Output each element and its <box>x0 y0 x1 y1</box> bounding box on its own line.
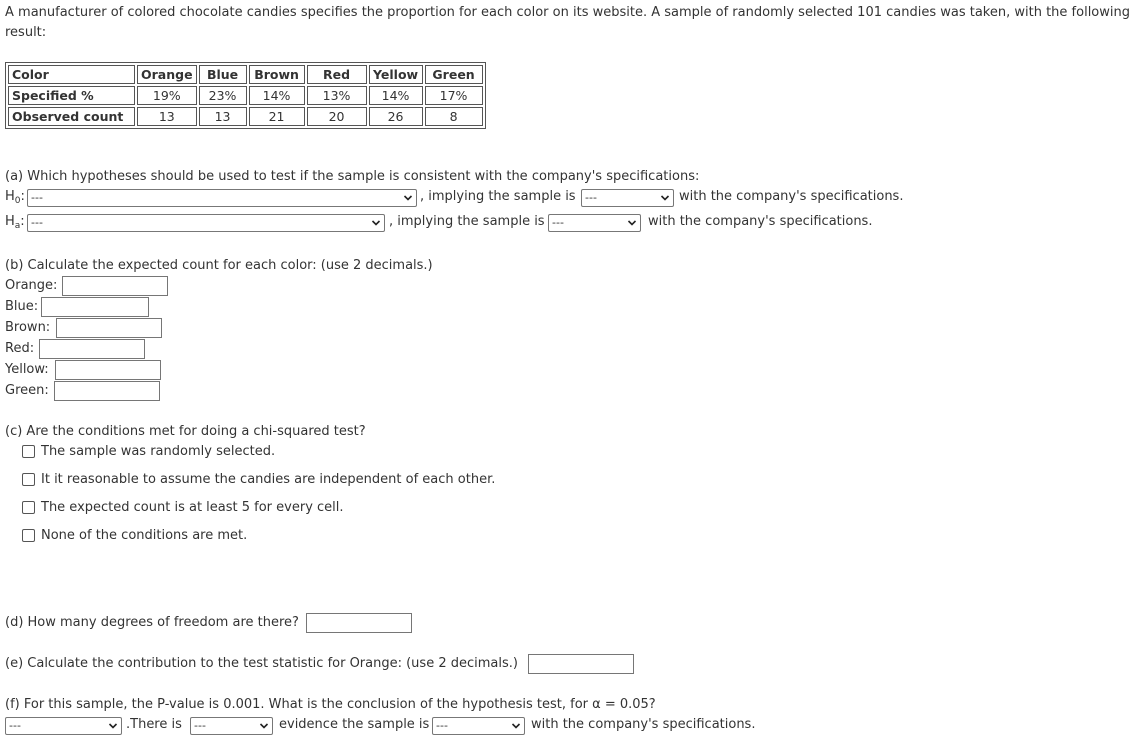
table-header-cell: Red <box>307 65 367 84</box>
table-cell: 13 <box>199 107 247 126</box>
part-c-question: (c) Are the conditions met for doing a chi-squared test? <box>5 424 366 439</box>
ha-with-company-text: with the company's specifications. <box>648 214 873 229</box>
ha-select[interactable]: --- <box>27 214 385 232</box>
expected-yellow-input[interactable] <box>55 360 161 380</box>
table-cell: 19% <box>137 86 197 105</box>
expected-red-input[interactable] <box>39 339 145 359</box>
condition-checkbox-independent[interactable] <box>22 473 35 486</box>
table-cell: 8 <box>425 107 483 126</box>
expected-green-input[interactable] <box>54 381 160 401</box>
part-f-question: (f) For this sample, the P-value is 0.001. What is the conclusion of the hypothesis test, for α = 0.05? <box>5 697 656 712</box>
part-a-question: (a) Which hypotheses should be used to test if the sample is consistent with the company's specifications: <box>5 169 700 184</box>
chevron-down-icon <box>259 719 269 733</box>
sample-consistency-select[interactable]: --- <box>432 717 525 735</box>
evidence-text: evidence the sample is <box>279 717 430 732</box>
table-cell: 14% <box>369 86 423 105</box>
condition-label-independent: It it reasonable to assume the candies are independent of each other. <box>41 472 496 487</box>
table-cell: 26 <box>369 107 423 126</box>
table-header-cell: Brown <box>249 65 305 84</box>
condition-checkbox-none[interactable] <box>22 529 35 542</box>
table-header-row <box>8 65 483 84</box>
table-header-cell: Yellow <box>369 65 423 84</box>
table-cell: 13% <box>307 86 367 105</box>
h0-with-company-text: with the company's specifications. <box>679 189 904 204</box>
condition-label-random: The sample was randomly selected. <box>41 444 276 459</box>
h0-implying-text: , implying the sample is <box>420 189 576 204</box>
chevron-down-icon <box>660 191 670 205</box>
table-row-label: Observed count <box>8 107 135 126</box>
brown-label: Brown: <box>5 320 51 335</box>
h0-label: $H_0$: <box>5 189 25 206</box>
condition-label-none: None of the conditions are met. <box>41 528 248 543</box>
orange-label: Orange: <box>5 278 58 293</box>
condition-label-expected-count: The expected count is at least 5 for every cell. <box>41 500 344 515</box>
chevron-down-icon <box>627 216 637 230</box>
degrees-of-freedom-input[interactable] <box>306 613 412 633</box>
part-b-question: (b) Calculate the expected count for each color: (use 2 decimals.) <box>5 258 433 273</box>
condition-checkbox-random[interactable] <box>22 445 35 458</box>
chevron-down-icon <box>511 719 521 733</box>
evidence-select[interactable]: --- <box>190 717 273 735</box>
condition-checkbox-expected-count[interactable] <box>22 501 35 514</box>
table-header-cell: Blue <box>199 65 247 84</box>
blue-label: Blue: <box>5 299 39 314</box>
table-row <box>8 107 483 126</box>
ha-label: $H_a$: <box>5 214 25 231</box>
orange-contribution-input[interactable] <box>528 654 634 674</box>
red-label: Red: <box>5 341 35 356</box>
f-with-company-text: with the company's specifications. <box>531 717 756 732</box>
h0-consistency-select[interactable]: --- <box>581 189 674 207</box>
chevron-down-icon <box>403 191 413 205</box>
data-table <box>5 62 486 129</box>
part-d-question: (d) How many degrees of freedom are there? <box>5 615 299 630</box>
green-label: Green: <box>5 383 49 398</box>
there-is-text: .There is <box>126 717 182 732</box>
table-cell: 17% <box>425 86 483 105</box>
table-header-cell: Green <box>425 65 483 84</box>
expected-orange-input[interactable] <box>62 276 168 296</box>
h0-select[interactable]: --- <box>27 189 417 207</box>
chevron-down-icon <box>108 719 118 733</box>
intro-text: A manufacturer of colored chocolate candies specifies the proportion for each color on its website. A sample of randomly selected 101 candies was taken, with the following result: <box>5 5 1130 40</box>
table-cell: 21 <box>249 107 305 126</box>
ha-consistency-select[interactable]: --- <box>548 214 641 232</box>
table-cell: 20 <box>307 107 367 126</box>
table-cell: 14% <box>249 86 305 105</box>
conclusion-select[interactable]: --- <box>5 717 122 735</box>
table-header-cell: Color <box>8 65 135 84</box>
expected-blue-input[interactable] <box>41 297 149 317</box>
expected-brown-input[interactable] <box>56 318 162 338</box>
table-row-label: Specified % <box>8 86 135 105</box>
yellow-label: Yellow: <box>5 362 49 377</box>
ha-implying-text: , implying the sample is <box>389 214 545 229</box>
table-cell: 13 <box>137 107 197 126</box>
table-header-cell: Orange <box>137 65 197 84</box>
table-row <box>8 86 483 105</box>
table-cell: 23% <box>199 86 247 105</box>
chevron-down-icon <box>371 216 381 230</box>
part-e-question: (e) Calculate the contribution to the test statistic for Orange: (use 2 decimals.) <box>5 656 518 671</box>
